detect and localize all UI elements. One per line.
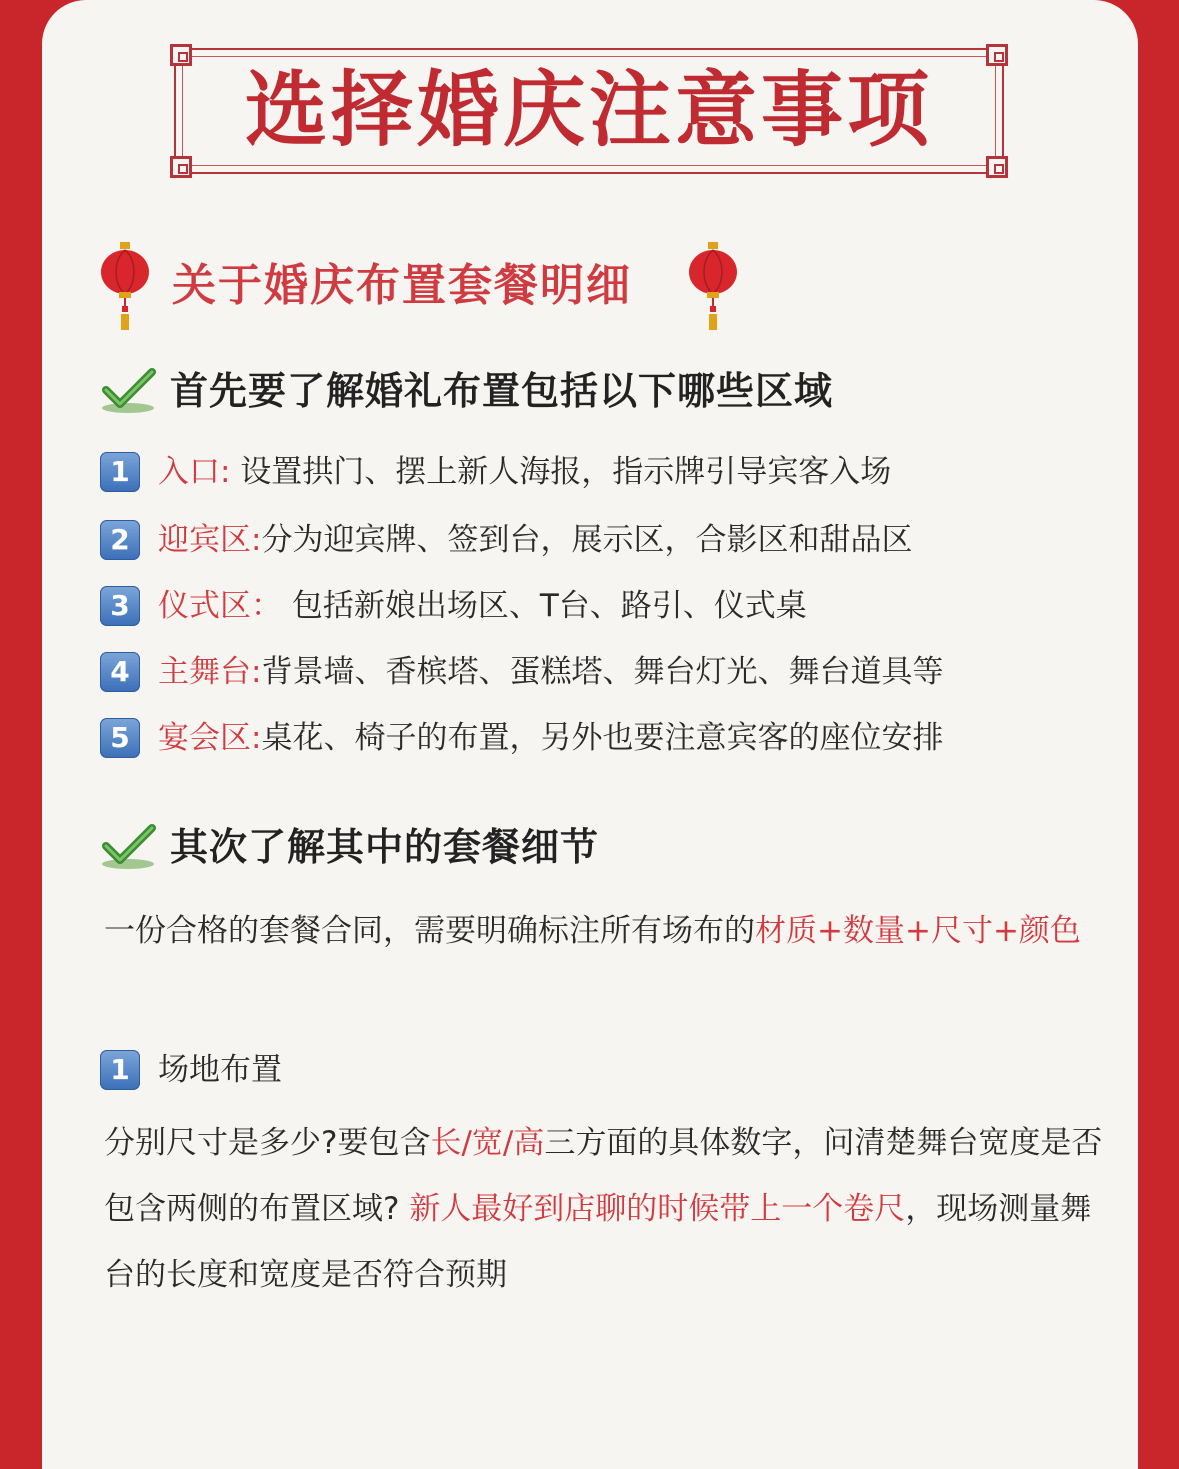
list-item [158,716,943,760]
item-text: 分为迎宾牌、签到台，展示区，合影区和甜品区 [261,522,913,558]
item-text: 背景墙、香槟塔、蛋糕塔、舞台灯光、舞台道具等 [261,654,944,690]
list-item [158,584,807,628]
sub-item-label: 场地布置 [158,1052,282,1088]
number-badge-icon: 2 [100,520,140,560]
para-text: ，现场测量舞台的长度和宽度是否符合预期 [104,1191,1092,1293]
item-label: 主舞台: [158,654,262,690]
number-badge-icon: 1 [100,452,140,492]
number-badge-icon: 1 [100,1050,140,1090]
checkmark-icon [100,366,158,416]
checkmark-icon [100,822,158,872]
list-item [158,450,891,494]
detail-paragraph [104,1110,1104,1308]
para-text: 一份合格的套餐合同，需要明确标注所有场布的 [104,913,755,949]
list-item [158,518,912,562]
item-label: 仪式区： [158,588,282,624]
number-badge-icon: 3 [100,586,140,626]
section-heading: 关于婚庆布置套餐明细 [172,260,632,311]
item-label: 宴会区: [158,720,262,756]
item-text: 桌花、椅子的布置，另外也要注意宾客的座位安排 [261,720,944,756]
page-title: 选择婚庆注意事项 [244,62,933,158]
part1-heading: 首先要了解婚礼布置包括以下哪些区域 [170,369,834,413]
contract-paragraph [104,898,1104,964]
item-label: 入口: [158,454,231,490]
part2-heading: 其次了解其中的套餐细节 [170,825,600,869]
para-text: 分别尺寸是多少?要包含 [104,1125,431,1161]
title-frame [174,48,1004,174]
para-highlight: 新人最好到店聊的时候带上一个卷尺 [409,1191,906,1227]
item-text: 设置拱门、摆上新人海报，指示牌引导宾客入场 [230,454,892,490]
number-badge-icon: 4 [100,652,140,692]
para-highlight: 材质+数量+尺寸+颜色 [755,913,1081,949]
lantern-icon [688,242,738,332]
para-highlight: 长/宽/高 [430,1125,545,1161]
item-label: 迎宾区: [158,522,262,558]
item-text: 包括新娘出场区、T台、路引、仪式桌 [282,588,807,624]
lantern-icon [100,242,150,332]
list-item [158,650,943,694]
number-badge-icon: 5 [100,718,140,758]
para-text: 三方面的具体数字，问清楚舞台宽度是否包含两侧的布置区域? [104,1125,1103,1227]
